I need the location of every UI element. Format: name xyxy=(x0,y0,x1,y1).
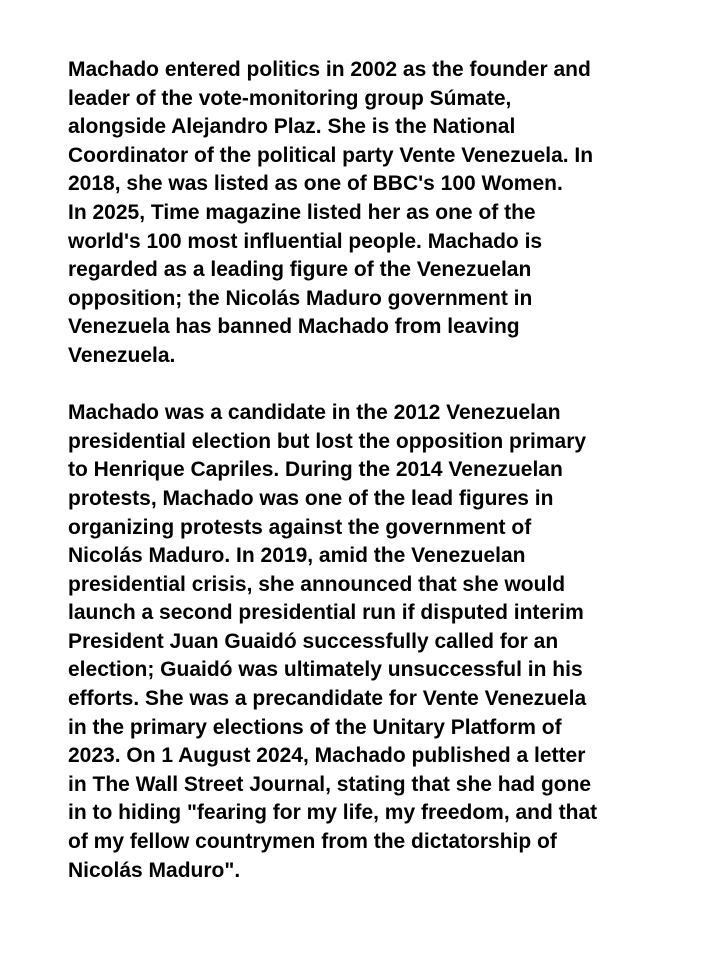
paragraph-line: In 2025, Time magazine listed her as one of the xyxy=(68,200,536,224)
paragraph-line: presidential election but lost the opposition primary xyxy=(68,429,587,453)
paragraph-line: in the primary elections of the Unitary Platform of xyxy=(68,715,562,739)
paragraph-line: protests, Machado was one of the lead figures in xyxy=(68,486,554,510)
paragraph-line: to Henrique Capriles. During the 2014 Venezuelan xyxy=(68,458,563,482)
paragraph-line: Venezuela. xyxy=(68,343,176,367)
paragraph-2 xyxy=(68,399,698,885)
paragraph-line: Nicolás Maduro". xyxy=(68,858,241,882)
paragraph-line: in to hiding "fearing for my life, my freedom, and that xyxy=(68,801,598,825)
paragraph-line: regarded as a leading figure of the Venezuelan xyxy=(68,258,532,282)
paragraph-line: alongside Alejandro Plaz. She is the National xyxy=(68,115,516,139)
paragraph-line: Coordinator of the political party Vente Venezuela. In xyxy=(68,143,594,167)
paragraph-1 xyxy=(68,56,698,371)
paragraph-line: opposition; the Nicolás Maduro government in xyxy=(68,286,533,310)
paragraph-line: 2018, she was listed as one of BBC's 100 Women. xyxy=(68,172,563,196)
paragraph-line: presidential crisis, she announced that she would xyxy=(68,572,566,596)
paragraph-line: organizing protests against the government of xyxy=(68,515,532,539)
paragraph-line: launch a second presidential run if disputed interim xyxy=(68,601,584,625)
paragraph-line: in The Wall Street Journal, stating that she had gone xyxy=(68,772,592,796)
paragraph-line: world's 100 most influential people. Machado is xyxy=(68,229,543,253)
paragraph-line: Machado was a candidate in the 2012 Venezuelan xyxy=(68,401,561,425)
paragraph-line: 2023. On 1 August 2024, Machado published a letter xyxy=(68,744,586,768)
paragraph-line: leader of the vote-monitoring group Súmate, xyxy=(68,86,512,110)
paragraph-line: Machado entered politics in 2002 as the founder and xyxy=(68,58,591,81)
paragraph-spacer xyxy=(68,371,698,400)
paragraph-line: efforts. She was a precandidate for Vente Venezuela xyxy=(68,687,587,711)
document-page xyxy=(68,56,698,885)
paragraph-line: of my fellow countrymen from the dictatorship of xyxy=(68,830,557,854)
paragraph-line: Nicolás Maduro. In 2019, amid the Venezuelan xyxy=(68,544,526,568)
paragraph-line: Venezuela has banned Machado from leaving xyxy=(68,315,520,339)
paragraph-line: President Juan Guaidó successfully called for an xyxy=(68,629,559,653)
paragraph-line: election; Guaidó was ultimately unsuccessful in his xyxy=(68,658,583,682)
